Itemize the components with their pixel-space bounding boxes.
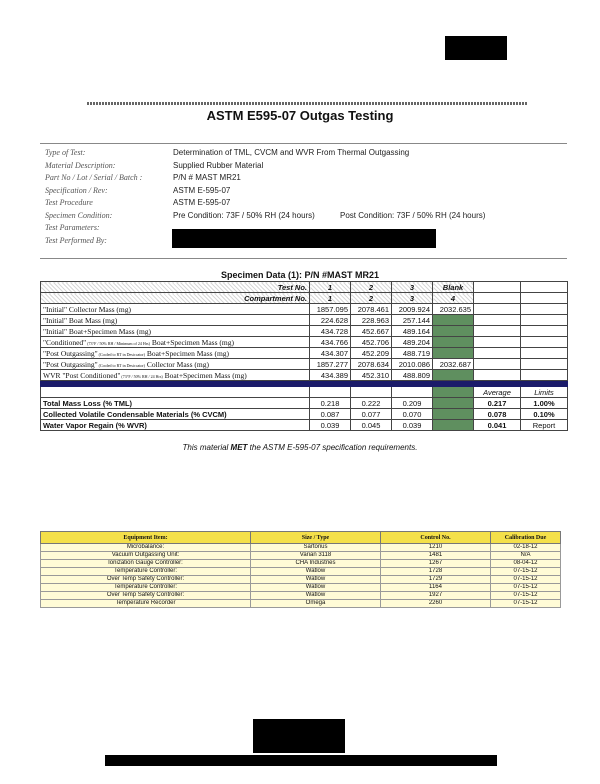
- mass-value: 434.307: [310, 348, 351, 359]
- equipment-cell: Microbalance:: [41, 544, 251, 552]
- equipment-header: Equipment Item:: [41, 532, 251, 544]
- info-value: Pre Condition: 73F / 50% RH (24 hours): [173, 210, 315, 220]
- mass-value: [433, 337, 474, 348]
- column-header: 3: [392, 293, 433, 304]
- equipment-cell: 1164: [381, 584, 491, 592]
- equipment-cell: Temperature Controller:: [41, 584, 251, 592]
- empty-cell: [521, 348, 568, 359]
- label-part: "Conditioned": [43, 337, 87, 347]
- result-average: 0.041: [474, 420, 521, 431]
- mass-value: 452.209: [351, 348, 392, 359]
- empty-cell: [521, 337, 568, 348]
- column-header: 2: [351, 293, 392, 304]
- equipment-cell: Watlow: [251, 592, 381, 600]
- equipment-header: Size / Type: [251, 532, 381, 544]
- equipment-cell: Watlow: [251, 576, 381, 584]
- equipment-cell: 07-15-12: [491, 584, 561, 592]
- equipment-cell: N/A: [491, 552, 561, 560]
- mass-value: 2078.461: [351, 304, 392, 315]
- column-header: 1: [310, 282, 351, 293]
- label-part: "Initial" Boat Mass (mg): [43, 315, 118, 325]
- equipment-cell: Over Temp Safety Controller:: [41, 592, 251, 600]
- equipment-table: [40, 531, 561, 608]
- equipment-cell: 07-15-12: [491, 592, 561, 600]
- document-title: ASTM E595-07 Outgas Testing: [206, 108, 394, 123]
- info-label: Test Procedure: [45, 198, 93, 207]
- equipment-cell: Sartorius: [251, 544, 381, 552]
- empty-cell: [474, 315, 521, 326]
- result-limit: 1.00%: [521, 398, 568, 409]
- mass-value: 488.719: [392, 348, 433, 359]
- info-label: Type of Test:: [45, 148, 86, 157]
- redacted-test-info: [172, 229, 436, 248]
- label-part: WVR "Post Conditioned": [43, 370, 121, 380]
- mass-row: [41, 348, 568, 359]
- mass-value: 257.144: [392, 315, 433, 326]
- equipment-cell: Watlow: [251, 584, 381, 592]
- limits-header: Limits: [521, 387, 568, 398]
- mass-value: [433, 370, 474, 381]
- mass-row: [41, 326, 568, 337]
- average-header: Average: [474, 387, 521, 398]
- blank-cell: [433, 398, 474, 409]
- label-part: "Initial" Boat+Specimen Mass (mg): [43, 326, 152, 336]
- specimen-data-table: [40, 281, 568, 431]
- equipment-cell: 02-18-12: [491, 544, 561, 552]
- result-limit: 0.10%: [521, 409, 568, 420]
- result-value: 0.077: [351, 409, 392, 420]
- empty-cell: [474, 293, 521, 304]
- result-row: [41, 398, 568, 409]
- equipment-header: Control No.: [381, 532, 491, 544]
- result-value: 0.070: [392, 409, 433, 420]
- result-value: 0.087: [310, 409, 351, 420]
- info-label: Specification / Rev:: [45, 185, 108, 195]
- mass-value: 452.667: [351, 326, 392, 337]
- equipment-cell: 07-15-12: [491, 600, 561, 608]
- empty-cell: [474, 337, 521, 348]
- empty-cell: [521, 370, 568, 381]
- equipment-cell: 1927: [381, 592, 491, 600]
- result-label: Collected Volatile Condensable Materials (% CVCM): [41, 409, 310, 420]
- redacted-logo: [445, 36, 507, 60]
- label-part: Collector Mass (mg): [145, 359, 209, 369]
- result-row: [41, 420, 568, 431]
- mass-value: 1857.277: [310, 359, 351, 370]
- header-dotted-rule: [87, 102, 527, 105]
- equipment-row: [41, 584, 561, 592]
- empty-cell: [474, 359, 521, 370]
- equipment-cell: CHA Industries: [251, 560, 381, 568]
- mass-value: [433, 326, 474, 337]
- result-average: 0.078: [474, 409, 521, 420]
- empty-cell: [392, 387, 433, 398]
- equipment-row: [41, 552, 561, 560]
- redacted-footer: [105, 755, 497, 766]
- column-header: Blank: [433, 282, 474, 293]
- header-row: [41, 282, 568, 293]
- specification-statement: This material MET the ASTM E-595-07 specification requirements.: [182, 443, 418, 452]
- result-value: 0.039: [392, 420, 433, 431]
- info-value: Supplied Rubber Material: [173, 160, 264, 170]
- result-average: 0.217: [474, 398, 521, 409]
- info-label: Material Description:: [45, 160, 116, 170]
- mass-row: [41, 370, 568, 381]
- mass-row: [41, 359, 568, 370]
- info-value: ASTM E-595-07: [173, 198, 231, 207]
- label-note: (Cooled to RT in Desiccator): [97, 362, 146, 368]
- specimen-data-title: Specimen Data (1): P/N #MAST MR21: [220, 270, 380, 280]
- mass-value: 2078.634: [351, 359, 392, 370]
- equipment-row: [41, 560, 561, 568]
- equipment-header: Calibration Due: [491, 532, 561, 544]
- mass-value: 2032.635: [433, 304, 474, 315]
- mass-value: [433, 315, 474, 326]
- mass-row: [41, 337, 568, 348]
- result-value: 0.218: [310, 398, 351, 409]
- mass-row-label: [41, 370, 310, 381]
- empty-cell: [474, 348, 521, 359]
- equipment-cell: Temperature Controller:: [41, 568, 251, 576]
- label-note: (Cooled to RT in Desiccator): [97, 351, 146, 357]
- result-value: 0.045: [351, 420, 392, 431]
- label-part: "Initial" Collector Mass (mg): [43, 304, 131, 314]
- equipment-cell: 1267: [381, 560, 491, 568]
- column-header: 3: [392, 282, 433, 293]
- equipment-cell: Omega: [251, 600, 381, 608]
- header-row: [41, 293, 568, 304]
- empty-cell: [474, 282, 521, 293]
- equipment-cell: 08-04-12: [491, 560, 561, 568]
- mass-row-label: [41, 315, 310, 326]
- mass-value: 452.310: [351, 370, 392, 381]
- blank-cell: [433, 420, 474, 431]
- info-label: Part No / Lot / Serial / Batch :: [45, 173, 143, 182]
- label-part: Boat+Specimen Mass (mg): [162, 370, 247, 380]
- mass-row: [41, 315, 568, 326]
- mass-value: 434.766: [310, 337, 351, 348]
- equipment-cell: Over Temp Safety Controller:: [41, 576, 251, 584]
- info-label: Test Parameters:: [45, 223, 100, 232]
- label-note: (73°F / 50% RH / 24 Hrs): [120, 373, 163, 379]
- column-header: 2: [351, 282, 392, 293]
- empty-cell: [310, 387, 351, 398]
- mass-row: [41, 304, 568, 315]
- mass-value: 2010.086: [392, 359, 433, 370]
- mass-value: 224.628: [310, 315, 351, 326]
- average-header-row: [41, 387, 568, 398]
- empty-cell: [41, 387, 310, 398]
- empty-cell: [474, 304, 521, 315]
- empty-cell: [351, 387, 392, 398]
- mass-value: 488.809: [392, 370, 433, 381]
- mass-row-label: [41, 337, 310, 348]
- equipment-cell: 2260: [381, 600, 491, 608]
- result-row: [41, 409, 568, 420]
- equipment-cell: Vacuum Outgassing Unit:: [41, 552, 251, 560]
- mass-value: 2032.687: [433, 359, 474, 370]
- empty-cell: [474, 370, 521, 381]
- equipment-cell: 1210: [381, 544, 491, 552]
- info-top-rule: [40, 143, 567, 144]
- label-part: Boat+Specimen Mass (mg): [145, 348, 230, 358]
- equipment-cell: Varian 3118: [251, 552, 381, 560]
- equipment-cell: 07-15-12: [491, 576, 561, 584]
- equipment-cell: 07-15-12: [491, 568, 561, 576]
- equipment-row: [41, 600, 561, 608]
- info-value: ASTM E-595-07: [173, 185, 231, 195]
- empty-cell: [521, 359, 568, 370]
- row-header-label: Compartment No.: [41, 293, 310, 304]
- mass-value: 2009.924: [392, 304, 433, 315]
- result-value: 0.222: [351, 398, 392, 409]
- result-label: Total Mass Loss (% TML): [41, 398, 310, 409]
- result-value: 0.039: [310, 420, 351, 431]
- mass-value: 452.706: [351, 337, 392, 348]
- mass-row-label: [41, 304, 310, 315]
- label-part: "Post Outgassing": [43, 359, 98, 369]
- label-part: "Post Outgassing": [43, 348, 98, 358]
- equipment-cell: Watlow: [251, 568, 381, 576]
- empty-cell: [521, 326, 568, 337]
- empty-cell: [521, 282, 568, 293]
- equipment-cell: 1728: [381, 568, 491, 576]
- info-value: Determination of TML, CVCM and WVR From Thermal Outgassing: [173, 148, 410, 157]
- mass-value: 434.389: [310, 370, 351, 381]
- result-label: Water Vapor Regain (% WVR): [41, 420, 310, 431]
- label-part: Boat+Specimen Mass (mg): [149, 337, 234, 347]
- column-header: 1: [310, 293, 351, 304]
- result-limit: Report: [521, 420, 568, 431]
- mass-value: [433, 348, 474, 359]
- equipment-cell: 1481: [381, 552, 491, 560]
- empty-cell: [521, 293, 568, 304]
- info-label: Specimen Condition:: [45, 210, 113, 220]
- info-label: Test Performed By:: [45, 235, 107, 245]
- mass-value: 489.164: [392, 326, 433, 337]
- info-value-post: Post Condition: 73F / 50% RH (24 hours): [340, 210, 486, 220]
- blank-cell: [433, 387, 474, 398]
- mass-value: 1857.095: [310, 304, 351, 315]
- row-header-label: Test No.: [41, 282, 310, 293]
- redacted-signature: [253, 719, 345, 753]
- blank-cell: [433, 409, 474, 420]
- mass-value: 489.204: [392, 337, 433, 348]
- equipment-row: [41, 576, 561, 584]
- mass-value: 434.728: [310, 326, 351, 337]
- info-value: P/N # MAST MR21: [173, 173, 241, 182]
- empty-cell: [521, 315, 568, 326]
- equipment-row: [41, 568, 561, 576]
- empty-cell: [474, 326, 521, 337]
- info-bottom-rule: [40, 258, 567, 259]
- empty-cell: [521, 304, 568, 315]
- mass-row-label: [41, 348, 310, 359]
- mass-value: 228.963: [351, 315, 392, 326]
- column-header: 4: [433, 293, 474, 304]
- equipment-cell: 1729: [381, 576, 491, 584]
- equipment-cell: Temperature Recorder: [41, 600, 251, 608]
- mass-row-label: [41, 359, 310, 370]
- label-note: (73°F / 50% RH / Minimum of 24 Hrs): [86, 340, 150, 346]
- equipment-row: [41, 544, 561, 552]
- equipment-row: [41, 592, 561, 600]
- result-value: 0.209: [392, 398, 433, 409]
- mass-row-label: [41, 326, 310, 337]
- equipment-cell: Ionization Gauge Controller:: [41, 560, 251, 568]
